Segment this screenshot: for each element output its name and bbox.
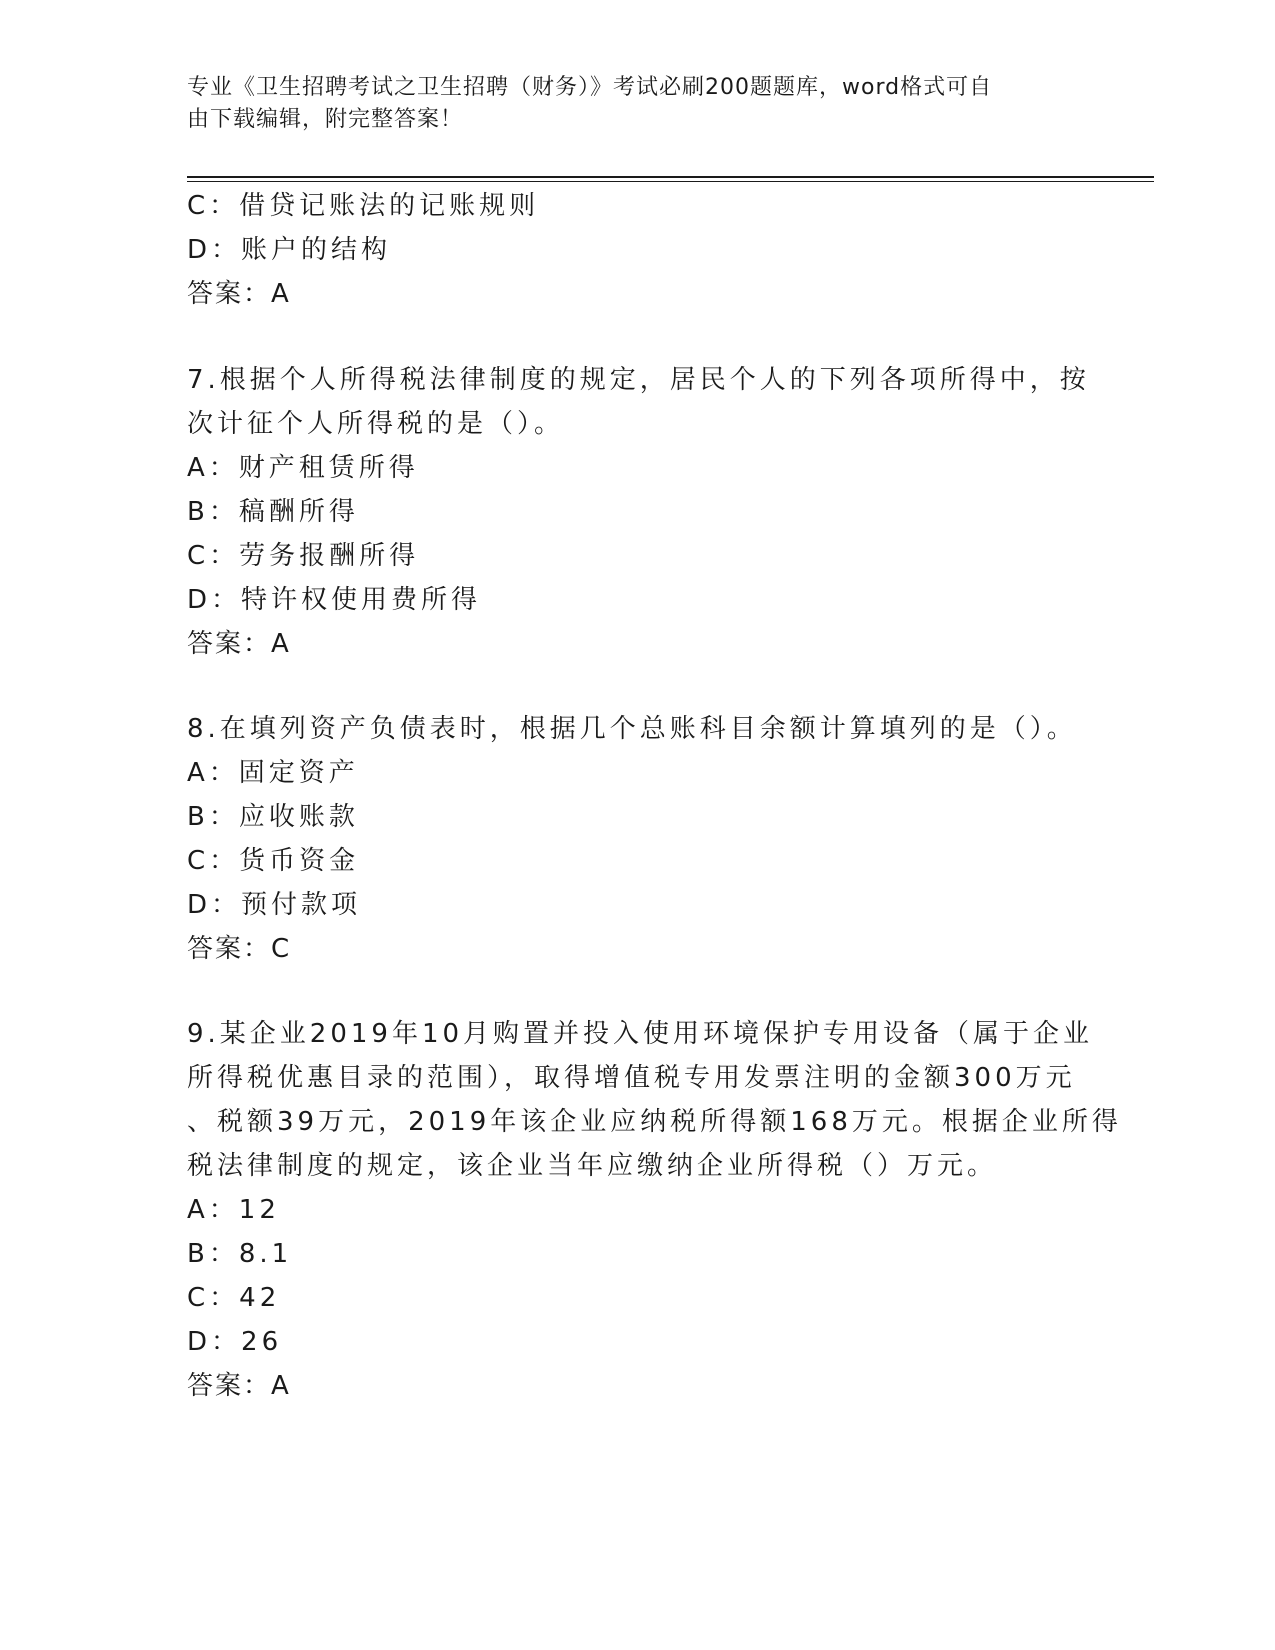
q8-answer: 答案：C: [187, 934, 292, 964]
q6-option-d: D：账户的结构: [187, 235, 392, 265]
q9-stem-line-2: 所得税优惠目录的范围），取得增值税专用发票注明的金额300万元: [187, 1063, 1076, 1093]
q9-option-d: D：26: [187, 1327, 283, 1357]
header-line-1: 专业《卫生招聘考试之卫生招聘（财务）》考试必刷200题题库，word格式可自: [187, 75, 993, 100]
q9-option-c: C：42: [187, 1283, 281, 1313]
header-divider-thin: [187, 181, 1154, 182]
q8-option-b: B：应收账款: [187, 802, 359, 832]
q6-option-c: C：借贷记账法的记账规则: [187, 191, 540, 221]
q7-option-b: B：稿酬所得: [187, 497, 359, 527]
q7-answer: 答案：A: [187, 629, 291, 659]
q7-stem-line-2: 次计征个人所得税的是（）。: [187, 409, 565, 439]
q6-answer: 答案：A: [187, 279, 291, 309]
q9-option-a: A：12: [187, 1195, 280, 1225]
q9-stem-line-1: 9.某企业2019年10月购置并投入使用环境保护专用设备（属于企业: [187, 1019, 1094, 1049]
q7-stem-line-1: 7.根据个人所得税法律制度的规定，居民个人的下列各项所得中，按: [187, 365, 1090, 395]
q9-stem-line-3: 、税额39万元，2019年该企业应纳税所得额168万元。根据企业所得: [187, 1107, 1122, 1137]
q9-option-b: B：8.1: [187, 1239, 293, 1269]
q8-option-c: C：货币资金: [187, 846, 360, 876]
q8-stem-line-1: 8.在填列资产负债表时，根据几个总账科目余额计算填列的是（）。: [187, 714, 1077, 744]
q8-option-a: A：固定资产: [187, 758, 359, 788]
header-line-2: 由下载编辑，附完整答案！: [187, 107, 464, 132]
q7-option-d: D：特许权使用费所得: [187, 585, 482, 615]
header-divider-thick: [187, 176, 1154, 178]
q7-option-a: A：财产租赁所得: [187, 453, 419, 483]
q7-option-c: C：劳务报酬所得: [187, 541, 420, 571]
q8-option-d: D：预付款项: [187, 890, 362, 920]
document-header: [187, 72, 1087, 136]
q9-stem-line-4: 税法律制度的规定，该企业当年应缴纳企业所得税（）万元。: [187, 1151, 998, 1181]
q9-answer: 答案：A: [187, 1371, 291, 1401]
